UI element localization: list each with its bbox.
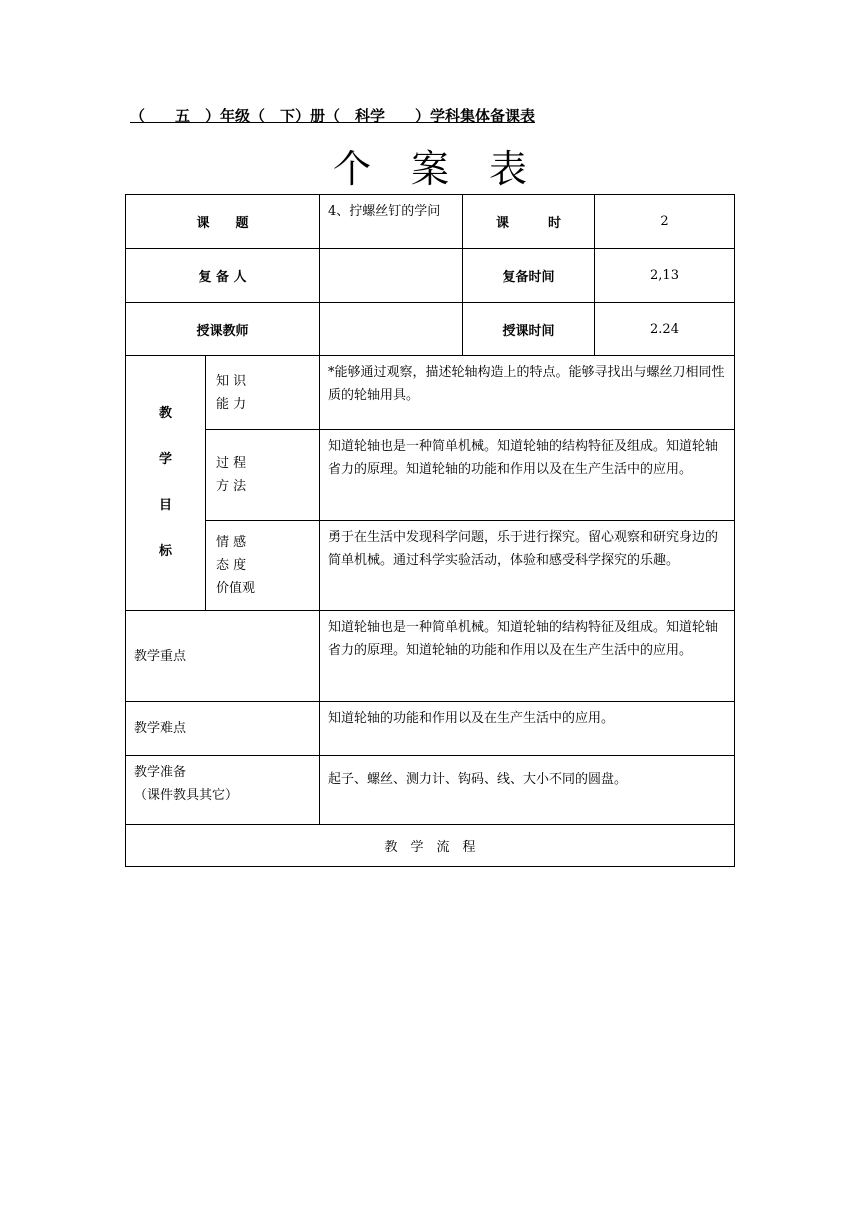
goals-label-char: 目 <box>158 498 172 513</box>
goal-label-knowledge <box>206 356 320 430</box>
difficulties-text: 知道轮轴的功能和作用以及在生产生活中的应用。 <box>320 702 735 756</box>
prep-text: 起子、螺丝、测力计、钩码、线、大小不同的圆盘。 <box>320 756 735 825</box>
flow-label: 教 学 流 程 <box>126 825 735 867</box>
prep-label-line: （课件教具其它） <box>134 788 239 803</box>
teach-time-value: 2.24 <box>595 303 735 356</box>
row-key-points <box>126 611 735 702</box>
prep-label-line: 教学准备 <box>134 765 187 780</box>
goal-label-line: 情 感 <box>216 535 247 550</box>
goal-text-attitude: 勇于在生活中发现科学问题，乐于进行探究。留心观察和研究身边的简单机械。通过科学实验活动，体验和感受科学探究的乐趣。 <box>320 521 735 611</box>
lesson-plan-table <box>125 194 734 867</box>
goals-label <box>126 356 206 611</box>
goals-label-char: 学 <box>158 452 172 467</box>
goal-text-process: 知道轮轴也是一种简单机械。知道轮轴的结构特征及组成。知道轮轴省力的原理。知道轮轴的功能和作用以及在生产生活中的应用。 <box>320 430 735 521</box>
topic-label: 课 题 <box>126 195 320 249</box>
hours-label: 课 时 <box>463 195 595 249</box>
header-line: （ 五 ）年级（ 下）册（ 科学 ）学科集体备课表 <box>130 107 536 125</box>
teach-time-label: 授课时间 <box>463 303 595 356</box>
goal-label-line: 态 度 <box>216 558 247 573</box>
topic-value: 4、拧螺丝钉的学问 <box>320 195 463 249</box>
page-title: 个案表 <box>332 147 567 191</box>
review-time-value: 2,13 <box>595 249 735 303</box>
goal-label-line: 过 程 <box>216 456 247 471</box>
goal-label-process <box>206 430 320 521</box>
teacher-label: 授课教师 <box>126 303 320 356</box>
hours-value: 2 <box>595 195 735 249</box>
row-topic <box>126 195 735 249</box>
review-time-label: 复备时间 <box>463 249 595 303</box>
row-teacher <box>126 303 735 356</box>
goals-label-char: 教 <box>158 406 172 421</box>
goal-label-attitude <box>206 521 320 611</box>
goal-label-line: 知 识 <box>216 373 247 389</box>
row-difficulties <box>126 702 735 756</box>
key-points-text: 知道轮轴也是一种简单机械。知道轮轴的结构特征及组成。知道轮轴省力的原理。知道轮轴的功能和作用以及在生产生活中的应用。 <box>320 611 735 702</box>
goal-row-knowledge <box>126 356 735 430</box>
reviewer-label: 复 备 人 <box>126 249 320 303</box>
difficulties-label: 教学难点 <box>126 702 320 756</box>
row-preparation <box>126 756 735 825</box>
goal-row-process <box>126 430 735 521</box>
prep-label <box>126 756 320 825</box>
key-points-label: 教学重点 <box>126 611 320 702</box>
goal-row-attitude <box>126 521 735 611</box>
goal-label-line: 能 力 <box>216 396 247 412</box>
goal-text-knowledge: *能够通过观察，描述轮轴构造上的特点。能够寻找出与螺丝刀相同性质的轮轴用具。 <box>320 356 735 430</box>
row-flow <box>126 825 735 867</box>
goal-label-line: 方 法 <box>216 479 247 494</box>
reviewer-value <box>320 249 463 303</box>
teacher-value <box>320 303 463 356</box>
row-reviewer <box>126 249 735 303</box>
goals-label-char: 标 <box>158 544 172 559</box>
goal-label-line: 价值观 <box>216 581 256 596</box>
